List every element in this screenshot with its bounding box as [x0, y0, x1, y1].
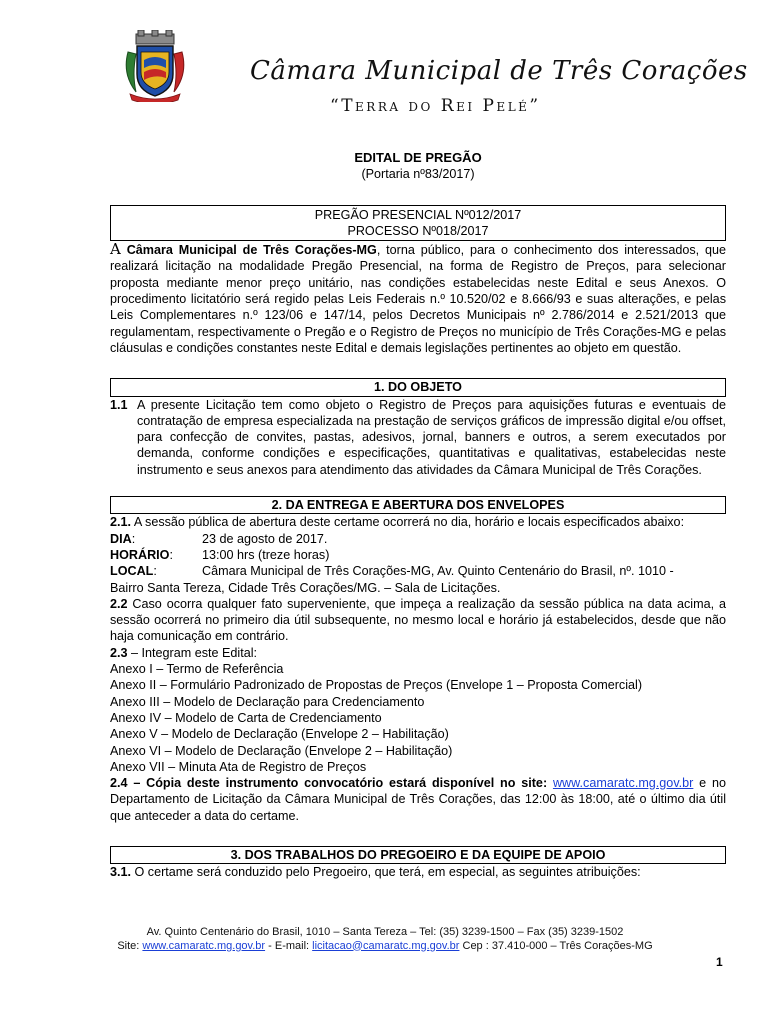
page-number: 1: [716, 955, 723, 969]
field-value: 23 de agosto de 2017.: [202, 531, 328, 546]
paragraph-number: 2.2: [110, 596, 128, 611]
footer-site-label: Site:: [117, 939, 143, 952]
field-label: LOCAL:: [110, 564, 157, 579]
municipal-crest-icon: [122, 30, 188, 102]
section-3-heading: 3. DOS TRABALHOS DO PREGOEIRO E DA EQUIPE DE APOIO: [110, 846, 726, 864]
paragraph-2-1: [110, 514, 726, 530]
document-body: [110, 150, 726, 881]
annex-item: Anexo VI – Modelo de Declaração (Envelope 2 – Habilitação): [110, 743, 453, 758]
item-text: A presente Licitação tem como objeto o Registro de Preços para aquisições futuras e eventuais de contratação de empresa especializada na prestação de serviços gráficos de impressão digital e/ou offset, para confecção de convites, pastas, adesivos, jornal, banners e outros, a serem executados por demanda, conforme condições e especificações, quantitativas e qualitativas, estabelecidas neste instrumento e seus anexos para atendimento das atividades da Câmara Municipal de Três Corações.: [137, 397, 726, 477]
paragraph-number: 2.1.: [110, 515, 132, 530]
annex-item: Anexo IV – Modelo de Carta de Credenciamento: [110, 710, 382, 725]
field-value: 13:00 hrs (treze horas): [202, 547, 330, 562]
footer-email-label: - E-mail:: [265, 939, 313, 952]
annex-list: [110, 661, 726, 775]
paragraph-2-4: [110, 775, 726, 824]
document-subtitle: (Portaria nº83/2017): [361, 167, 475, 182]
section-1-heading: 1. DO OBJETO: [110, 378, 726, 396]
paragraph-text: Caso ocorra qualquer fato superveniente, que impeça a realização da sessão pública na data acima, a sessão ocorrerá no primeiro dia útil subsequente, no mesmo local e horário já estabelecidos, desde que não haja comunicação em contrário.: [110, 596, 726, 644]
intro-entity: Câmara Municipal de Três Corações-MG: [126, 243, 377, 258]
chamber-slogan: “Terra do Rei Pelé”: [330, 96, 541, 116]
field-dia: [110, 531, 726, 547]
field-local: [110, 563, 726, 579]
intro-text: , torna público, para o conhecimento dos interessados, que realizará licitação na modalidade Pregão Presencial, na forma de Registro de Preços, para selecionar proposta mediante menor preço unitário, nas condições estabelecidas neste Edital e seus Anexos. O procedimento licitatório será regido pelas Leis Federais n.º 10.520/02 e 8.666/93 e suas alterações, e pelas Leis Complementares n.º 123/06 e 147/14, pelos Decretos Municipais nº 2.786/2014 e 2.521/2013 que regulamentam, respectivamente o Pregão e o Registro de Preços no município de Três Corações-MG e pelas cláusulas e condições constantes neste Edital e demais legislações pertinentes ao objeto em questão.: [110, 243, 726, 355]
spacer: [110, 356, 726, 370]
intro-paragraph: [110, 241, 726, 356]
intro-lead-letter: A: [110, 240, 121, 259]
paragraph-text: O certame será conduzido pelo Pregoeiro, que terá, em especial, as seguintes atribuições:: [131, 865, 641, 880]
spacer: [110, 183, 726, 201]
footer-address: Av. Quinto Centenário do Brasil, 1010 – Santa Tereza – Tel: (35) 3239-1500 – Fax (35) 3239-1502: [146, 926, 624, 938]
process-box: [110, 205, 726, 242]
paragraph-number: 3.1.: [110, 865, 132, 880]
paragraph-2-2: [110, 596, 726, 645]
annex-item: Anexo III – Modelo de Declaração para Credenciamento: [110, 694, 425, 709]
document-title: EDITAL DE PREGÃO: [354, 150, 482, 165]
section-1-item: [110, 397, 726, 478]
paragraph-2-3: [110, 645, 726, 661]
paragraph-text-a: – Cópia deste instrumento convocatório estará disponível no site:: [127, 776, 553, 791]
title-block: [110, 150, 726, 183]
annex-item: Anexo I – Termo de Referência: [110, 662, 284, 677]
spacer: [110, 478, 726, 488]
footer-cep: Cep : 37.410-000 – Três Corações-MG: [459, 939, 653, 952]
footer-email-link[interactable]: licitacao@camaratc.mg.gov.br: [312, 939, 460, 952]
field-label: HORÁRIO:: [110, 547, 173, 562]
spacer: [110, 824, 726, 838]
footer-site-link[interactable]: www.camaratc.mg.gov.br: [142, 939, 266, 952]
paragraph-3-1: [110, 864, 726, 880]
website-link[interactable]: www.camaratc.mg.gov.br: [552, 776, 694, 791]
annex-item: Anexo II – Formulário Padronizado de Propostas de Preços (Envelope 1 – Proposta Comercial): [110, 678, 643, 693]
section-2-heading: 2. DA ENTREGA E ABERTURA DOS ENVELOPES: [110, 496, 726, 514]
field-value: Câmara Municipal de Três Corações-MG, Av. Quinto Centenário do Brasil, nº. 1010 -: [202, 564, 674, 579]
item-number: 1.1: [110, 397, 128, 412]
page-footer: [0, 926, 770, 953]
annex-item: Anexo VII – Minuta Ata de Registro de Preços: [110, 759, 367, 774]
paragraph-text-b: e no Departamento de Licitação da Câmara Municipal de Três Corações, das 12:00 às 18:00, até o último dia útil que anteceder a data do certame.: [110, 776, 726, 823]
paragraph-number: 2.4: [110, 776, 128, 791]
annex-item: Anexo V – Modelo de Declaração (Envelope 2 – Habilitação): [110, 727, 449, 742]
process-box-line1: PREGÃO PRESENCIAL Nº012/2017: [314, 207, 522, 222]
process-box-line2: PROCESSO Nº018/2017: [347, 223, 489, 238]
letterhead: [0, 0, 770, 130]
field-label: DIA:: [110, 531, 136, 546]
paragraph-text: A sessão pública de abertura deste certame ocorrerá no dia, horário e locais especificados abaixo:: [131, 515, 685, 530]
footer-contacts: [0, 940, 770, 954]
paragraph-number: 2.3: [110, 645, 128, 660]
paragraph-text: – Integram este Edital:: [127, 645, 258, 660]
chamber-name-wordmark: Câmara Municipal de Três Corações: [250, 56, 748, 86]
field-local-continued: Bairro Santa Tereza, Cidade Três Corações/MG. – Sala de Licitações.: [110, 580, 501, 595]
field-horario: [110, 547, 726, 563]
